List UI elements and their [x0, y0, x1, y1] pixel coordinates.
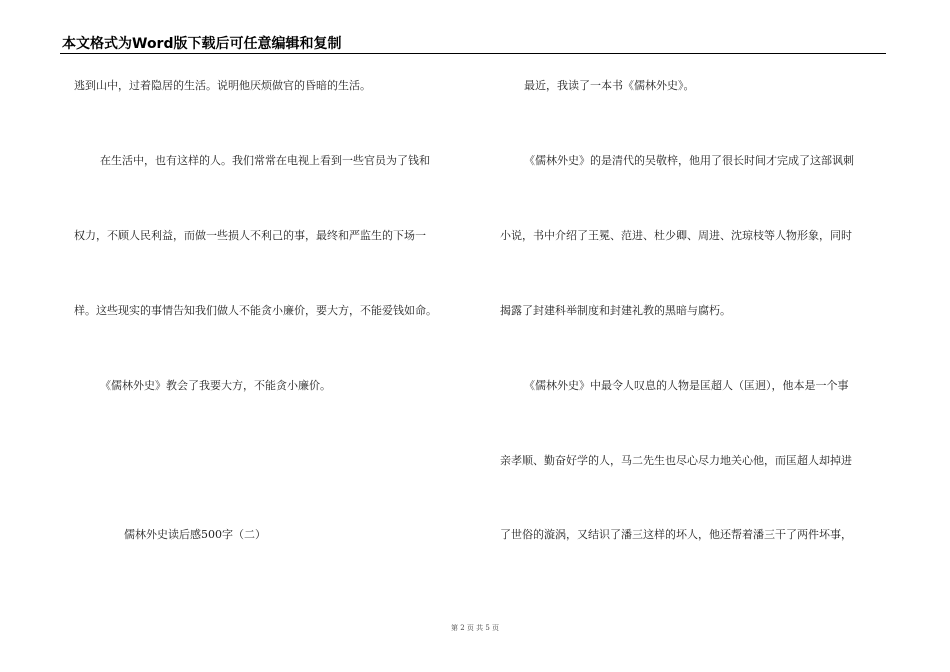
document-header-title: 本文格式为Word版下载后可任意编辑和复制 — [62, 36, 342, 52]
right-paragraph-line: 《儒林外史》的是清代的吴敬梓，他用了很长时间才完成了这部讽刺 — [524, 154, 854, 167]
header-divider — [60, 53, 886, 54]
left-paragraph-line: 在生活中，也有这样的人。我们常常在电视上看到一些官员为了钱和 — [100, 154, 430, 167]
page-number: 第 2 页 共 5 页 — [450, 624, 500, 632]
right-paragraph-line: 最近，我读了一本书《儒林外史》。 — [524, 79, 695, 92]
right-paragraph-line: 揭露了封建科举制度和封建礼教的黑暗与腐朽。 — [500, 304, 731, 317]
left-paragraph-line: 逃到山中，过着隐居的生活。说明他厌烦做官的昏暗的生活。 — [74, 79, 371, 92]
section-heading: 儒林外史读后感500字（二） — [124, 528, 266, 541]
left-paragraph-line: 《儒林外史》教会了我要大方，不能贪小廉价。 — [100, 379, 331, 392]
right-paragraph-line: 小说，书中介绍了王冕、范进、杜少卿、周进、沈琼枝等人物形象，同时 — [500, 229, 852, 242]
right-paragraph-line: 亲孝顺、勤奋好学的人，马二先生也尽心尽力地关心他，而匡超人却掉进 — [500, 454, 852, 467]
right-paragraph-line: 《儒林外史》中最令人叹息的人物是匡超人（匡迥），他本是一个事 — [524, 379, 849, 392]
left-paragraph-line: 权力，不顾人民利益，而做一些损人不利己的事，最终和严监生的下场一 — [74, 229, 426, 242]
left-paragraph-line: 样。这些现实的事情告知我们做人不能贪小廉价，要大方，不能爱钱如命。 — [74, 304, 437, 317]
right-paragraph-line: 了世俗的漩涡，又结识了潘三这样的坏人，他还帮着潘三干了两件坏事， — [500, 528, 852, 541]
